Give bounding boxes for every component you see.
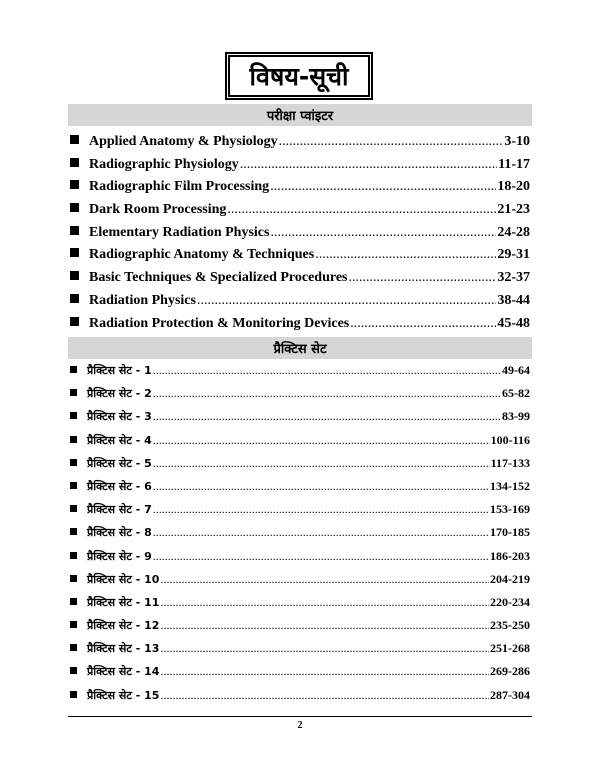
practice-set-entry [70,409,530,432]
dot-leader [153,456,490,471]
section-heading-exam-pointers: परीक्षा प्वांइटर [68,104,532,126]
entry-label: प्रैक्टिस सेट - 7 [87,503,152,517]
entry-label: Radiographic Film Processing [89,179,270,195]
entry-page-range: 153-169 [490,502,530,517]
dot-leader [160,688,489,703]
section-heading-practice-sets: प्रैक्टिस सेट [68,337,532,359]
entry-page-range: 269-286 [490,664,530,679]
entry-label: Radiographic Physiology [89,156,239,172]
square-bullet-icon [70,667,77,674]
dot-leader [315,247,496,263]
practice-set-entry [70,433,530,456]
dot-leader [349,270,497,286]
dot-leader [350,316,496,332]
square-bullet-icon [70,180,79,189]
square-bullet-icon [70,621,77,628]
square-bullet-icon [70,271,79,280]
entry-label: Radiographic Anatomy & Techniques [89,247,315,263]
square-bullet-icon [70,505,77,512]
square-bullet-icon [70,389,77,396]
entry-page-range: 100-116 [490,432,530,447]
dot-leader [153,525,489,540]
dot-leader [279,134,504,150]
topic-entry [70,134,530,157]
entry-label: प्रैक्टिस सेट - 2 [87,387,152,401]
entry-page-range: 11-17 [498,156,530,172]
square-bullet-icon [70,412,77,419]
entry-label: प्रैक्टिस सेट - 9 [87,549,152,563]
dot-leader [270,179,496,195]
square-bullet-icon [70,644,77,651]
topic-entry [70,316,530,339]
entry-page-range: 235-250 [490,618,530,633]
entry-page-range: 83-99 [502,409,530,424]
entry-label: प्रैक्टिस सेट - 12 [87,619,160,633]
dot-leader [160,595,489,610]
dot-leader [270,225,496,241]
dot-leader [153,363,501,378]
entry-page-range: 134-152 [490,478,530,493]
square-bullet-icon [70,575,77,582]
entry-label: प्रैक्टिस सेट - 4 [87,433,152,447]
entry-page-range: 204-219 [490,571,530,586]
practice-set-entry [70,664,530,687]
practice-set-entry [70,549,530,572]
square-bullet-icon [70,203,79,212]
square-bullet-icon [70,552,77,559]
entry-page-range: 170-185 [490,525,530,540]
entry-label: प्रैक्टिस सेट - 1 [87,364,152,377]
entry-label: प्रैक्टिस सेट - 11 [87,595,160,609]
entry-page-range: 49-64 [502,363,530,377]
entry-page-range: 21-23 [497,202,530,218]
topic-entry [70,202,530,225]
practice-set-entry [70,641,530,664]
practice-set-entry [70,595,530,618]
entry-label: Basic Techniques & Specialized Procedures [89,270,348,286]
square-bullet-icon [70,317,79,326]
square-bullet-icon [70,158,79,167]
entry-page-range: 18-20 [497,179,530,195]
square-bullet-icon [70,459,77,466]
dot-leader [160,641,489,656]
entry-label: प्रैक्टिस सेट - 15 [87,688,160,702]
entry-page-range: 3-10 [504,134,530,149]
footer-divider [68,716,532,717]
entry-label: प्रैक्टिस सेट - 14 [87,665,160,679]
square-bullet-icon [70,436,77,443]
entry-page-range: 287-304 [490,687,530,702]
practice-set-entry [70,502,530,525]
square-bullet-icon [70,135,79,144]
topics-list [70,134,530,338]
dot-leader [240,157,497,173]
dot-leader [227,202,496,218]
practice-set-entry [70,363,530,386]
entry-label: Radiation Physics [89,292,196,308]
practice-set-entry [70,525,530,548]
entry-label: प्रैक्टिस सेट - 3 [87,410,152,424]
entry-page-range: 186-203 [490,548,530,563]
entry-page-range: 29-31 [497,247,530,263]
entry-label: प्रैक्टिस सेट - 10 [87,572,160,586]
dot-leader [160,572,489,587]
dot-leader [153,479,489,494]
dot-leader [160,664,489,679]
practice-set-entry [70,618,530,641]
square-bullet-icon [70,248,79,257]
square-bullet-icon [70,528,77,535]
dot-leader [153,549,489,564]
entry-label: Dark Room Processing [89,202,227,218]
dot-leader [197,293,496,309]
topic-entry [70,179,530,202]
dot-leader [160,618,489,633]
square-bullet-icon [70,366,77,373]
topic-entry [70,247,530,270]
entry-label: Radiation Protection & Monitoring Devices [89,315,350,331]
practice-set-entry [70,386,530,409]
topic-entry [70,225,530,248]
practice-set-entry [70,688,530,711]
topic-entry [70,157,530,180]
entry-label: प्रैक्टिस सेट - 6 [87,479,152,493]
practice-set-entry [70,456,530,479]
entry-page-range: 45-48 [497,315,530,331]
dot-leader [153,409,501,424]
entry-label: प्रैक्टिस सेट - 13 [87,642,160,656]
square-bullet-icon [70,598,77,605]
practice-set-entry [70,479,530,502]
entry-label: प्रैक्टिस सेट - 5 [87,456,152,470]
square-bullet-icon [70,226,79,235]
entry-page-range: 32-37 [497,270,530,286]
dot-leader [153,433,490,448]
square-bullet-icon [70,294,79,303]
entry-page-range: 38-44 [497,292,530,308]
topic-entry [70,270,530,293]
practice-set-entry [70,572,530,595]
page-title: विषय-सूची [228,55,370,97]
entry-page-range: 251-268 [490,641,530,656]
entry-page-range: 117-133 [490,455,530,470]
page-number: 2 [297,720,303,731]
entry-label: प्रैक्टिस सेट - 8 [87,526,152,540]
dot-leader [153,502,489,517]
dot-leader [153,386,501,401]
entry-label: Applied Anatomy & Physiology [89,134,278,149]
topic-entry [70,293,530,316]
entry-page-range: 220-234 [490,594,530,609]
entry-page-range: 65-82 [502,386,530,401]
square-bullet-icon [70,691,77,698]
square-bullet-icon [70,482,77,489]
entry-page-range: 24-28 [497,224,530,240]
practice-sets-list [70,363,530,711]
entry-label: Elementary Radiation Physics [89,224,270,240]
